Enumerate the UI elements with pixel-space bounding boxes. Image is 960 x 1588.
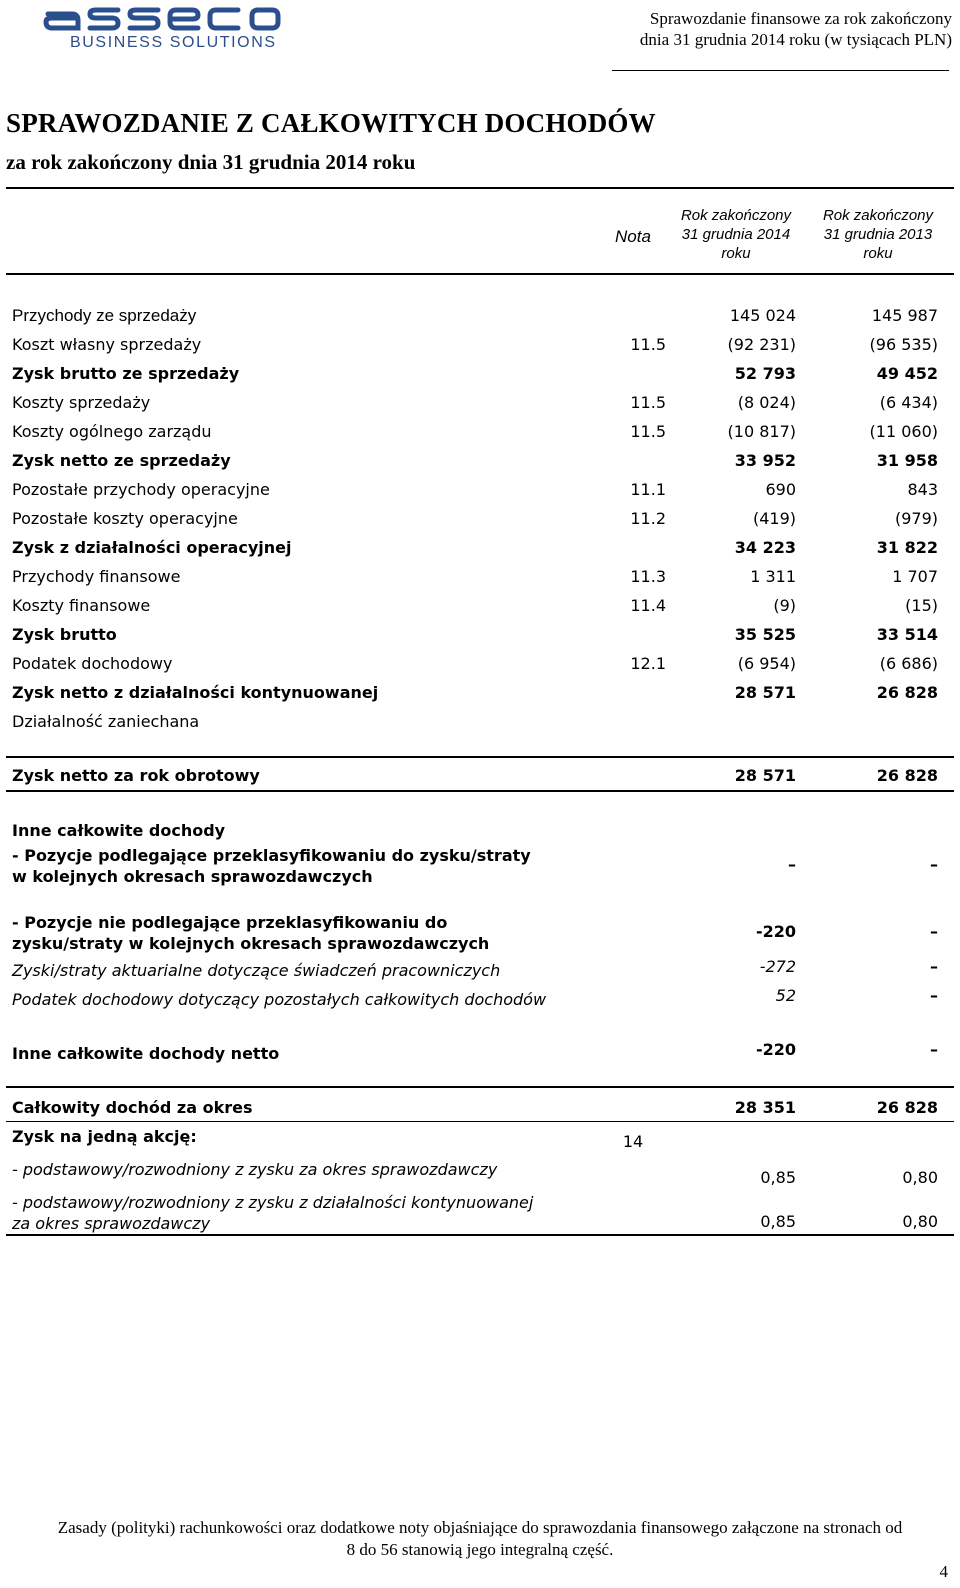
- row-label: Podatek dochodowy: [12, 654, 173, 673]
- row-label-line1: - podstawowy/rozwodniony z zysku z działalności kontynuowanej: [12, 1193, 534, 1212]
- row-value-2014: (10 817): [727, 422, 796, 441]
- table-row: [12, 509, 952, 538]
- table-top-rule: [6, 187, 954, 189]
- table-row: [12, 625, 952, 654]
- header-rule: [612, 70, 949, 71]
- row-label: Zysk brutto: [12, 625, 117, 644]
- column-header-2013-line3: roku: [863, 245, 893, 262]
- table-row: [12, 451, 952, 480]
- row-value-2013: (11 060): [869, 422, 938, 441]
- asseco-logo: [42, 4, 306, 54]
- row-note: 11.3: [630, 567, 666, 586]
- row-value-2014: 35 525: [734, 625, 796, 644]
- table-row: [12, 480, 952, 509]
- row-value-2013: –: [930, 855, 938, 874]
- discontinued-rule: [6, 756, 954, 758]
- row-value-2014: 28 351: [734, 1098, 796, 1117]
- column-header-2013-line2: 31 grudnia 2013: [823, 226, 933, 243]
- report-header: [640, 8, 952, 50]
- oci-nonreclass-row: [12, 912, 952, 958]
- eps-heading-row: [12, 1127, 952, 1156]
- row-label: [12, 1192, 533, 1234]
- footer-line1: Zasady (polityki) rachunkowości oraz dodatkowe noty objaśniające do sprawozdania finansowego załączone na stronach od: [57, 1518, 903, 1537]
- net-year-rule: [6, 790, 954, 792]
- row-value-2014: (92 231): [727, 335, 796, 354]
- oci-net-row: [12, 1040, 952, 1073]
- column-header-2014-line1: Rok zakończony: [680, 207, 792, 224]
- column-header-2014-line3: roku: [721, 245, 751, 262]
- oci-reclass-row: [12, 845, 952, 891]
- row-value-2013: (6 686): [879, 654, 938, 673]
- row-value-2014: 52 793: [734, 364, 796, 383]
- row-value-2013: (979): [894, 509, 938, 528]
- row-label: [12, 912, 489, 954]
- row-label-line2: zysku/straty w kolejnych okresach sprawozdawczych: [12, 934, 490, 953]
- column-header-2014-line2: 31 grudnia 2014: [681, 226, 791, 243]
- eps-heading: Zysk na jedną akcję:: [12, 1127, 197, 1146]
- row-value-2014: 28 571: [734, 683, 796, 702]
- row-label: Koszt własny sprzedaży: [12, 335, 202, 354]
- row-label: Zysk z działalności operacyjnej: [12, 538, 292, 557]
- footer-note: [0, 1517, 960, 1561]
- oci-heading: Inne całkowite dochody: [12, 821, 226, 840]
- total-rule: [6, 1121, 954, 1122]
- table-row: [12, 712, 952, 741]
- row-value-2013: 1 707: [892, 567, 938, 586]
- row-note: 11.2: [630, 509, 666, 528]
- logo-subtitle: BUSINESS SOLUTIONS: [70, 34, 277, 51]
- row-label: Podatek dochodowy dotyczący pozostałych całkowitych dochodów: [12, 990, 547, 1009]
- table-row: [12, 538, 952, 567]
- row-value-2013: 26 828: [876, 1098, 938, 1117]
- row-label: Zysk netto za rok obrotowy: [12, 766, 260, 785]
- row-value-2014: (9): [773, 596, 796, 615]
- eps-note: 14: [622, 1132, 644, 1151]
- row-value-2013: (96 535): [869, 335, 938, 354]
- row-label: Całkowity dochód za okres: [12, 1098, 253, 1117]
- oci-rule: [6, 1086, 954, 1088]
- row-label: Przychody ze sprzedaży: [12, 306, 197, 325]
- row-label: Pozostałe koszty operacyjne: [12, 509, 238, 528]
- row-label: Zysk netto ze sprzedaży: [12, 451, 231, 470]
- row-label-line1: - Pozycje nie podlegające przeklasyfikowaniu do: [12, 913, 448, 932]
- row-value-2013: 843: [907, 480, 938, 499]
- column-header-2014: [666, 206, 806, 263]
- row-value-2013: 26 828: [876, 683, 938, 702]
- row-value-2014: -220: [755, 1040, 796, 1059]
- row-value-2014: 690: [765, 480, 796, 499]
- row-value-2013: 31 822: [876, 538, 938, 557]
- header-bottom-rule: [6, 273, 954, 275]
- oci-actuarial-row: [12, 957, 952, 990]
- column-header-2013-line1: Rok zakończony: [822, 207, 934, 224]
- row-value-2014: 33 952: [734, 451, 796, 470]
- row-label: Koszty ogólnego zarządu: [12, 422, 212, 441]
- row-value-2014: (419): [752, 509, 796, 528]
- row-note: 12.1: [630, 654, 666, 673]
- table-row: [12, 567, 952, 596]
- table-row: [12, 364, 952, 393]
- row-value-2013: 0,80: [902, 1168, 938, 1187]
- row-label: Przychody finansowe: [12, 567, 181, 586]
- table-row: [12, 654, 952, 683]
- row-label: Zysk brutto ze sprzedaży: [12, 364, 240, 383]
- row-value-2013: 49 452: [876, 364, 938, 383]
- row-label: Koszty finansowe: [12, 596, 151, 615]
- row-value-2013: –: [930, 957, 938, 976]
- eps-continuing-row: [12, 1192, 952, 1236]
- row-value-2014: 52: [775, 986, 796, 1005]
- table-row: [12, 596, 952, 625]
- row-value-2013: –: [930, 922, 938, 941]
- footer-line2: 8 do 56 stanowią jego integralną część.: [346, 1540, 614, 1559]
- row-note: 11.5: [630, 393, 666, 412]
- row-value-2014: 0,85: [760, 1212, 796, 1231]
- row-label-line2: za okres sprawozdawczy: [12, 1214, 211, 1233]
- report-header-line2: dnia 31 grudnia 2014 roku (w tysiącach PLN): [639, 30, 952, 49]
- row-label: - podstawowy/rozwodniony z zysku za okres sprawozdawczy: [12, 1160, 498, 1179]
- row-value-2013: 26 828: [876, 766, 938, 785]
- row-note: 11.5: [630, 335, 666, 354]
- column-header-nota: Nota: [615, 227, 651, 246]
- row-value-2013: 31 958: [876, 451, 938, 470]
- row-value-2014: (6 954): [737, 654, 796, 673]
- row-value-2013: (6 434): [879, 393, 938, 412]
- table-row: [12, 422, 952, 451]
- table-row: [12, 683, 952, 712]
- table-row: [12, 306, 952, 335]
- row-value-2013: (15): [905, 596, 938, 615]
- row-value-2013: –: [930, 1040, 938, 1059]
- row-value-2014: 145 024: [729, 306, 796, 325]
- oci-tax-row: [12, 986, 952, 1019]
- row-value-2014: (8 024): [737, 393, 796, 412]
- row-label: [12, 845, 531, 887]
- row-note: 11.1: [630, 480, 666, 499]
- row-value-2013: 0,80: [902, 1212, 938, 1231]
- table-row: [12, 335, 952, 364]
- row-label: Działalność zaniechana: [12, 712, 200, 731]
- row-value-2014: 34 223: [734, 538, 796, 557]
- row-value-2014: -272: [759, 957, 796, 976]
- row-value-2014: 28 571: [734, 766, 796, 785]
- page-subtitle: za rok zakończony dnia 31 grudnia 2014 roku: [6, 150, 416, 174]
- row-note: 11.5: [630, 422, 666, 441]
- row-label-line2: w kolejnych okresach sprawozdawczych: [12, 867, 373, 886]
- row-label-line1: - Pozycje podlegające przeklasyfikowaniu do zysku/straty: [12, 846, 531, 865]
- row-label: Inne całkowite dochody netto: [12, 1044, 280, 1063]
- row-value-2013: 145 987: [871, 306, 938, 325]
- report-header-line1: Sprawozdanie finansowe za rok zakończony: [649, 9, 952, 28]
- eps-basic-row: [12, 1160, 952, 1189]
- page-title: SPRAWOZDANIE Z CAŁKOWITYCH DOCHODÓW: [6, 108, 656, 138]
- row-value-2013: –: [930, 986, 938, 1005]
- row-value-2014: –: [788, 855, 796, 874]
- row-label: Zysk netto z działalności kontynuowanej: [12, 683, 379, 702]
- table-bottom-rule: [6, 1234, 954, 1236]
- row-label: Zyski/straty aktuarialne dotyczące świadczeń pracowniczych: [12, 961, 501, 980]
- page-number: 4: [939, 1562, 948, 1581]
- table-row: [12, 393, 952, 422]
- column-header-2013: [808, 206, 948, 263]
- row-value-2014: 1 311: [750, 567, 796, 586]
- row-value-2014: 0,85: [760, 1168, 796, 1187]
- row-value-2014: -220: [755, 922, 796, 941]
- total-row: [12, 1098, 952, 1127]
- row-label: Pozostałe przychody operacyjne: [12, 480, 270, 499]
- row-note: 11.4: [630, 596, 666, 615]
- row-value-2013: 33 514: [876, 625, 938, 644]
- row-label: Koszty sprzedaży: [12, 393, 151, 412]
